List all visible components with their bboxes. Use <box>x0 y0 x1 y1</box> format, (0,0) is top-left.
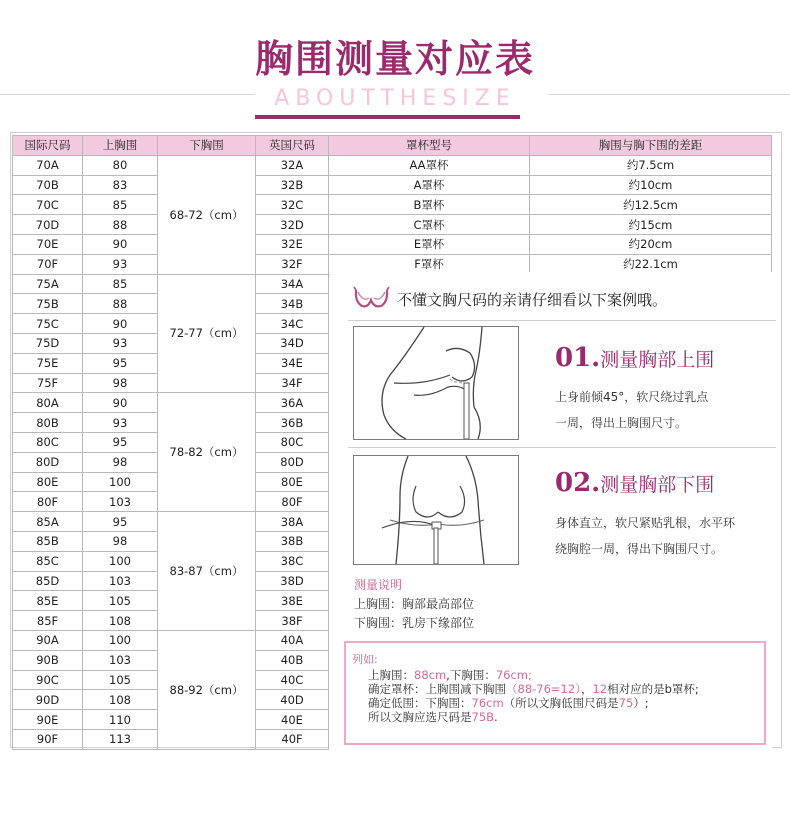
lower-bust-cell: 72-77（cm） <box>158 274 256 393</box>
bust-difference-cell: 约12.5cm <box>530 195 772 215</box>
guide-intro-text: 不懂文胸尺码的亲请仔细看以下案例哦。 <box>397 290 668 309</box>
example-text: （所以文胸低围尺码是 <box>503 696 619 710</box>
lower-bust-cell: 78-82（cm） <box>158 393 256 512</box>
table-row <box>13 175 772 195</box>
example-value: 75B <box>471 710 495 724</box>
intl-size-cell: 75C <box>13 314 83 334</box>
uk-size-cell: 38F <box>256 611 329 631</box>
upper-bust-cell: 88 <box>83 294 158 314</box>
step2-title <box>555 468 714 498</box>
upper-bust-cell: 83 <box>83 175 158 195</box>
uk-size-cell: 40D <box>256 690 329 710</box>
example-value: 88cm <box>414 668 447 682</box>
guide-divider-2 <box>348 447 776 448</box>
bust-difference-cell: 约22.1cm <box>530 254 772 274</box>
guide-divider-1 <box>348 320 776 321</box>
page-title: 胸围测量对应表 <box>254 36 535 81</box>
upper-bust-cell: 100 <box>83 551 158 571</box>
table-header-cell: 罩杯型号 <box>329 136 530 156</box>
example-text: 相对应的是b罩杯; <box>607 682 699 696</box>
upper-bust-cell: 93 <box>83 413 158 433</box>
step1-number: 01. <box>555 343 601 373</box>
step2-number: 02. <box>555 468 601 498</box>
example-text: ， <box>580 682 593 696</box>
bust-difference-cell: 约10cm <box>530 175 772 195</box>
upper-bust-cell: 95 <box>83 512 158 532</box>
intl-size-cell: 85C <box>13 551 83 571</box>
table-row <box>13 234 772 254</box>
upper-bust-cell: 98 <box>83 373 158 393</box>
example-text: 确定低围：下胸围： <box>368 696 472 710</box>
intl-size-cell: 70B <box>13 175 83 195</box>
example-line-4 <box>368 709 498 725</box>
intl-size-cell: 85F <box>13 611 83 631</box>
bust-difference-cell: 约15cm <box>530 215 772 235</box>
uk-size-cell: 32F <box>256 254 329 274</box>
example-value: 76cm; <box>495 668 532 682</box>
example-value: 75 <box>618 696 634 710</box>
uk-size-cell: 34F <box>256 373 329 393</box>
example-value: 12 <box>592 682 608 696</box>
upper-bust-cell: 108 <box>83 690 158 710</box>
upper-bust-cell: 98 <box>83 531 158 551</box>
example-text: . <box>494 710 498 724</box>
step1-title <box>555 343 714 373</box>
upper-bust-cell: 95 <box>83 432 158 452</box>
example-text: ）; <box>633 696 649 710</box>
step1-desc-line1: 上身前倾45°，软尺绕过乳点 <box>555 390 709 404</box>
step1-desc <box>555 384 708 436</box>
table-row <box>13 195 772 215</box>
cup-type-cell: B罩杯 <box>329 195 530 215</box>
upper-bust-cell: 103 <box>83 492 158 512</box>
uk-size-cell: 34D <box>256 333 329 353</box>
step2-desc-line2: 绕胸腔一周，得出下胸围尺寸。 <box>555 542 724 556</box>
uk-size-cell: 38A <box>256 512 329 532</box>
table-row <box>13 155 772 175</box>
upper-bust-cell: 105 <box>83 591 158 611</box>
measuring-lower-chest-figure <box>354 456 518 564</box>
uk-size-cell: 32C <box>256 195 329 215</box>
upper-bust-cell: 98 <box>83 452 158 472</box>
intl-size-cell: 75B <box>13 294 83 314</box>
uk-size-cell: 80D <box>256 452 329 472</box>
upper-bust-cell: 110 <box>83 710 158 730</box>
bust-difference-cell: 约7.5cm <box>530 155 772 175</box>
intl-size-cell: 75D <box>13 333 83 353</box>
upper-bust-cell: 85 <box>83 274 158 294</box>
guide-intro <box>353 283 667 315</box>
uk-size-cell: 36A <box>256 393 329 413</box>
uk-size-cell: 80E <box>256 472 329 492</box>
intl-size-cell: 75F <box>13 373 83 393</box>
uk-size-cell: 38D <box>256 571 329 591</box>
intl-size-cell: 90B <box>13 650 83 670</box>
lower-bust-cell: 83-87（cm） <box>158 512 256 631</box>
example-label: 列如: <box>352 653 378 666</box>
note-upper: 上胸围：胸部最高部位 <box>354 597 475 611</box>
table-header-cell: 英国尺码 <box>256 136 329 156</box>
intl-size-cell: 80D <box>13 452 83 472</box>
upper-bust-cell: 90 <box>83 234 158 254</box>
intl-size-cell: 70D <box>13 215 83 235</box>
step2-desc-line1: 身体直立，软尺紧贴乳根，水平环 <box>555 516 736 530</box>
lower-chest-illustration <box>353 455 519 565</box>
intl-size-cell: 70A <box>13 155 83 175</box>
intl-size-cell: 90E <box>13 710 83 730</box>
uk-size-cell: 38B <box>256 531 329 551</box>
table-header-cell: 国际尺码 <box>13 136 83 156</box>
intl-size-cell: 80E <box>13 472 83 492</box>
step2-desc <box>555 510 735 562</box>
upper-bust-cell: 93 <box>83 254 158 274</box>
uk-size-cell: 40B <box>256 650 329 670</box>
upper-bust-cell: 90 <box>83 393 158 413</box>
cup-type-cell: F罩杯 <box>329 254 530 274</box>
uk-size-cell: 32E <box>256 234 329 254</box>
table-header-cell: 胸围与胸下围的差距 <box>530 136 772 156</box>
upper-bust-cell: 90 <box>83 314 158 334</box>
example-text: 所以文胸应选尺码是 <box>368 710 472 724</box>
intl-size-cell: 90F <box>13 729 83 749</box>
lower-bust-cell: 88-92（cm） <box>158 630 256 749</box>
intl-size-cell: 90A <box>13 630 83 650</box>
intl-size-cell: 85B <box>13 531 83 551</box>
uk-size-cell: 34E <box>256 353 329 373</box>
table-header-cell: 上胸围 <box>83 136 158 156</box>
intl-size-cell: 80A <box>13 393 83 413</box>
uk-size-cell: 38E <box>256 591 329 611</box>
uk-size-cell: 40E <box>256 710 329 730</box>
step2-label: 测量胸部下围 <box>600 474 715 496</box>
cup-type-cell: AA罩杯 <box>329 155 530 175</box>
intl-size-cell: 85A <box>13 512 83 532</box>
cup-type-cell: C罩杯 <box>329 215 530 235</box>
intl-size-cell: 80C <box>13 432 83 452</box>
uk-size-cell: 40C <box>256 670 329 690</box>
measuring-upper-chest-figure <box>354 327 518 439</box>
uk-size-cell: 80F <box>256 492 329 512</box>
intl-size-cell: 75E <box>13 353 83 373</box>
intl-size-cell: 85E <box>13 591 83 611</box>
intl-size-cell: 70E <box>13 234 83 254</box>
table-row <box>13 215 772 235</box>
intl-size-cell: 70F <box>13 254 83 274</box>
intl-size-cell: 80B <box>13 413 83 433</box>
upper-bust-cell: 100 <box>83 472 158 492</box>
note-lower: 下胸围：乳房下缘部位 <box>354 616 475 630</box>
example-box <box>344 641 766 745</box>
upper-bust-cell: 88 <box>83 215 158 235</box>
step1-desc-line2: 一周，得出上胸围尺寸。 <box>555 416 688 430</box>
uk-size-cell: 80C <box>256 432 329 452</box>
note-title: 测量说明 <box>354 578 403 592</box>
uk-size-cell: 32A <box>256 155 329 175</box>
uk-size-cell: 34B <box>256 294 329 314</box>
example-text: 确定罩杯：上胸围减下胸围 <box>368 682 506 696</box>
upper-bust-cell: 95 <box>83 353 158 373</box>
bra-icon <box>353 286 391 312</box>
intl-size-cell: 90C <box>13 670 83 690</box>
upper-chest-illustration <box>353 326 519 440</box>
table-header-row <box>13 136 772 156</box>
step1-label: 测量胸部上围 <box>600 349 715 371</box>
uk-size-cell: 34C <box>256 314 329 334</box>
page-subtitle: ABOUTTHESIZE <box>274 86 516 111</box>
upper-bust-cell: 108 <box>83 611 158 631</box>
uk-size-cell: 32D <box>256 215 329 235</box>
intl-size-cell: 90D <box>13 690 83 710</box>
upper-bust-cell: 93 <box>83 333 158 353</box>
example-text: 上胸围： <box>368 668 414 682</box>
upper-bust-cell: 85 <box>83 195 158 215</box>
upper-bust-cell: 113 <box>83 729 158 749</box>
title-underline <box>255 115 520 119</box>
uk-size-cell: 38C <box>256 551 329 571</box>
uk-size-cell: 36B <box>256 413 329 433</box>
uk-size-cell: 32B <box>256 175 329 195</box>
uk-size-cell: 40A <box>256 630 329 650</box>
cup-type-cell: E罩杯 <box>329 234 530 254</box>
upper-bust-cell: 105 <box>83 670 158 690</box>
uk-size-cell: 34A <box>256 274 329 294</box>
example-value: （88-76=12） <box>506 682 581 696</box>
lower-bust-cell: 68-72（cm） <box>158 155 256 274</box>
intl-size-cell: 80F <box>13 492 83 512</box>
table-header-cell: 下胸围 <box>158 136 256 156</box>
upper-bust-cell: 103 <box>83 650 158 670</box>
bust-difference-cell: 约20cm <box>530 234 772 254</box>
cup-type-cell: A罩杯 <box>329 175 530 195</box>
uk-size-cell: 40F <box>256 729 329 749</box>
example-text: ,下胸围： <box>446 668 496 682</box>
upper-bust-cell: 103 <box>83 571 158 591</box>
intl-size-cell: 85D <box>13 571 83 591</box>
example-value: 76cm <box>471 696 504 710</box>
upper-bust-cell: 80 <box>83 155 158 175</box>
upper-bust-cell: 100 <box>83 630 158 650</box>
intl-size-cell: 70C <box>13 195 83 215</box>
intl-size-cell: 75A <box>13 274 83 294</box>
